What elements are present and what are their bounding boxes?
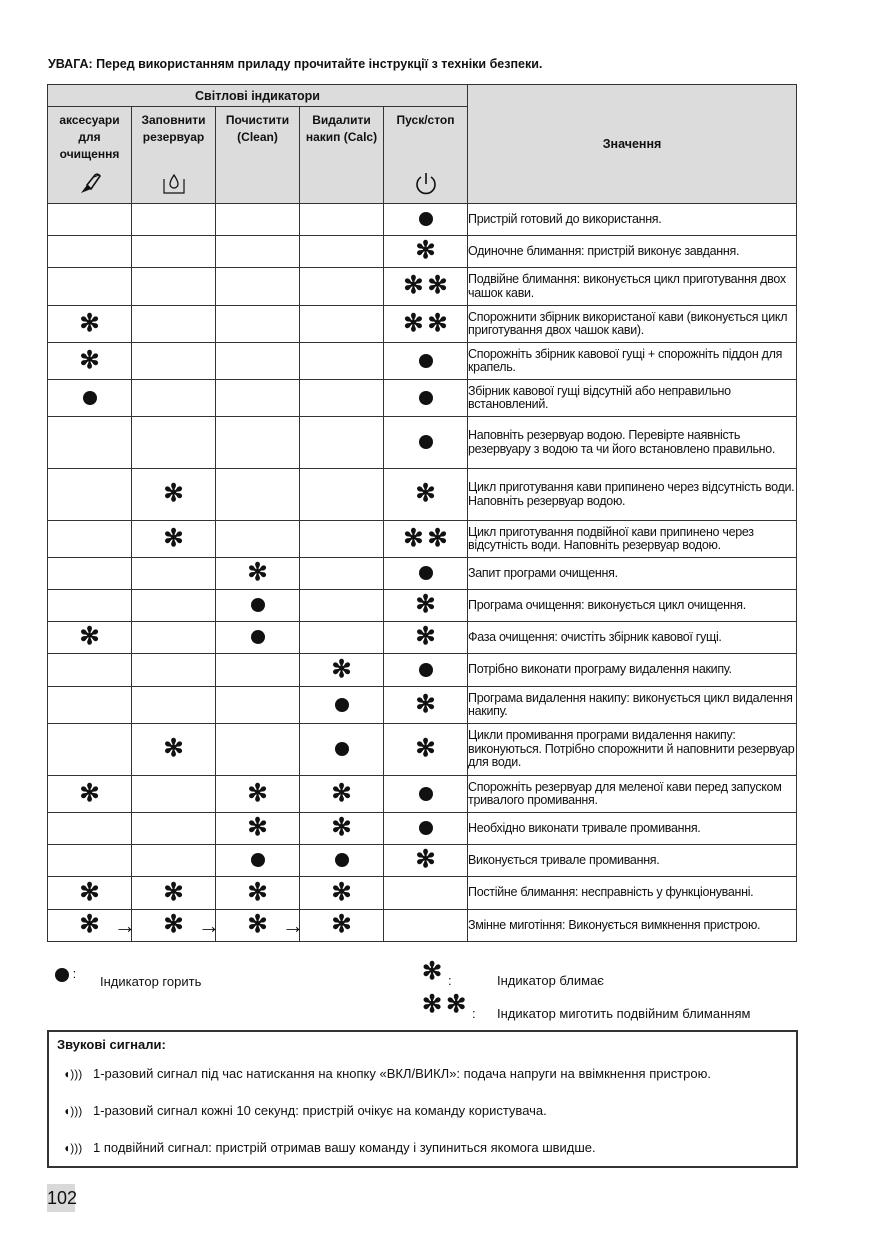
indicator-blink-icon: ✻ bbox=[163, 480, 184, 508]
indicator-cell bbox=[132, 236, 216, 268]
indicator-cell bbox=[132, 813, 216, 845]
indicator-blink-icon: ✻ bbox=[247, 814, 268, 842]
sound-item bbox=[63, 1066, 711, 1081]
indicator-cell bbox=[216, 654, 300, 687]
indicator-on-icon bbox=[251, 598, 265, 612]
indicator-cell bbox=[48, 268, 132, 306]
table-row bbox=[48, 724, 797, 776]
indicator-double-blink-icon: ✻ bbox=[446, 991, 467, 1018]
indicator-cell bbox=[216, 813, 300, 845]
indicator-double-blink-icon: ✻ bbox=[422, 991, 443, 1018]
meaning-text: Спорожнити збірник використаної кави (виконується цикл приготування двох чашок кави). bbox=[468, 306, 797, 343]
meaning-text: Спорожніть резервуар для меленої кави перед запуском тривалого промивання. bbox=[468, 776, 797, 813]
indicator-cell bbox=[132, 558, 216, 590]
indicator-cell bbox=[216, 268, 300, 306]
indicator-cell bbox=[132, 268, 216, 306]
indicator-on-icon bbox=[335, 698, 349, 712]
meaning-text: Цикли промивання програми видалення накипу: виконуються. Потрібно спорожнити й наповнити резервуар для води. bbox=[468, 724, 797, 776]
indicator-blink-icon: ✻ bbox=[163, 524, 184, 552]
indicator-cell bbox=[216, 776, 300, 813]
table-row bbox=[48, 845, 797, 877]
meaning-text: Виконується тривале промивання. bbox=[468, 845, 797, 877]
legend-sep: : bbox=[448, 973, 452, 988]
indicator-cell bbox=[384, 343, 468, 380]
table-row bbox=[48, 813, 797, 845]
indicator-cell bbox=[384, 877, 468, 910]
table-row bbox=[48, 654, 797, 687]
brush-icon bbox=[48, 171, 131, 197]
indicator-cell bbox=[48, 813, 132, 845]
meaning-header: Значення bbox=[468, 85, 797, 204]
indicator-blink-icon: ✻ bbox=[163, 878, 184, 906]
sound-item bbox=[63, 1140, 596, 1155]
indicator-on-icon bbox=[419, 787, 433, 801]
indicator-cell bbox=[48, 654, 132, 687]
indicator-cell bbox=[216, 343, 300, 380]
indicator-double-blink-icon: ✻ ✻ bbox=[403, 524, 448, 552]
table-row bbox=[48, 380, 797, 417]
meaning-text: Цикл приготування кави припинено через відсутність води. Наповніть резервуар водою. bbox=[468, 469, 797, 521]
indicator-cell bbox=[132, 521, 216, 558]
indicator-cell bbox=[300, 776, 384, 813]
indicator-blink-icon: ✻ bbox=[247, 779, 268, 807]
indicator-cell bbox=[132, 622, 216, 654]
column-header bbox=[384, 107, 468, 204]
indicator-cell bbox=[48, 845, 132, 877]
indicator-blink-icon: ✻ bbox=[415, 480, 436, 508]
indicator-cell bbox=[48, 687, 132, 724]
indicator-cell bbox=[48, 724, 132, 776]
arrow-right-icon: → bbox=[198, 912, 220, 938]
column-label: Заповнити резервуар bbox=[141, 113, 206, 144]
meaning-text: Змінне миготіння: Виконується вимкнення пристрою. bbox=[468, 910, 797, 942]
meaning-text: Подвійне блимання: виконується цикл приготування двох чашок кави. bbox=[468, 268, 797, 306]
legend-sep: : bbox=[472, 1006, 476, 1021]
indicator-double-blink-icon: ✻ ✻ bbox=[403, 272, 448, 300]
indicator-double-blink-icon: ✻ ✻ bbox=[403, 309, 448, 337]
indicator-cell bbox=[216, 417, 300, 469]
legend-double bbox=[422, 991, 751, 1021]
table-row bbox=[48, 590, 797, 622]
indicator-cell bbox=[48, 558, 132, 590]
meaning-text: Пристрій готовий до використання. bbox=[468, 204, 797, 236]
indicator-cell bbox=[132, 724, 216, 776]
indicator-blink-icon: ✻ bbox=[79, 623, 100, 651]
indicator-cell bbox=[216, 306, 300, 343]
indicator-cell bbox=[216, 724, 300, 776]
table-row bbox=[48, 776, 797, 813]
column-header bbox=[216, 107, 300, 204]
column-header bbox=[132, 107, 216, 204]
legend-blink-text: Індикатор блимає bbox=[497, 973, 604, 988]
legend-on-text: Індикатор горить bbox=[100, 974, 202, 989]
meaning-text: Програма видалення накипу: виконується цикл видалення накипу. bbox=[468, 687, 797, 724]
indicator-cell bbox=[216, 469, 300, 521]
meaning-text: Необхідно виконати тривале промивання. bbox=[468, 813, 797, 845]
indicator-cell bbox=[300, 469, 384, 521]
meaning-text: Програма очищення: виконується цикл очищення. bbox=[468, 590, 797, 622]
indicator-cell bbox=[282, 910, 384, 942]
indicator-blink-icon: ✻ bbox=[331, 911, 352, 939]
indicator-cell bbox=[132, 469, 216, 521]
indicator-cell bbox=[300, 558, 384, 590]
indicator-cell bbox=[132, 590, 216, 622]
indicator-on-icon bbox=[419, 435, 433, 449]
indicator-cell bbox=[216, 521, 300, 558]
indicator-cell bbox=[48, 306, 132, 343]
indicator-cell bbox=[384, 236, 468, 268]
legend-double-text: Індикатор миготить подвійним блиманням bbox=[497, 1006, 751, 1021]
speaker-icon: ◖))) bbox=[63, 1104, 83, 1118]
indicator-on-icon bbox=[419, 663, 433, 677]
indicator-cell bbox=[384, 687, 468, 724]
indicator-on-icon bbox=[335, 742, 349, 756]
table-row bbox=[48, 268, 797, 306]
arrow-right-icon: → bbox=[282, 912, 304, 938]
indicator-blink-icon: ✻ bbox=[79, 309, 100, 337]
indicator-blink-icon: ✻ bbox=[247, 559, 268, 587]
indicator-on-icon bbox=[419, 566, 433, 580]
legend-blink bbox=[422, 958, 604, 988]
indicator-cell bbox=[300, 236, 384, 268]
legend-on bbox=[55, 966, 202, 989]
indicator-on-icon bbox=[83, 391, 97, 405]
sound-signals-box bbox=[47, 1030, 798, 1168]
indicator-cell bbox=[216, 622, 300, 654]
indicator-cell bbox=[384, 910, 468, 942]
arrow-right-icon: → bbox=[114, 912, 136, 938]
meaning-text: Одиночне блимання: пристрій виконує завдання. bbox=[468, 236, 797, 268]
table-row bbox=[48, 521, 797, 558]
indicator-cell bbox=[300, 622, 384, 654]
speaker-icon: ◖))) bbox=[63, 1067, 83, 1081]
power-icon bbox=[384, 171, 467, 197]
meaning-text: Збірник кавової гущі відсутній або неправильно встановлений. bbox=[468, 380, 797, 417]
indicator-cell bbox=[384, 521, 468, 558]
indicator-blink-icon: ✻ bbox=[79, 911, 100, 939]
column-header bbox=[300, 107, 384, 204]
indicator-blink-icon: ✻ bbox=[331, 814, 352, 842]
indicator-on-icon bbox=[419, 391, 433, 405]
indicator-cell bbox=[384, 622, 468, 654]
indicator-on-icon bbox=[419, 354, 433, 368]
indicator-blink-icon: ✻ bbox=[331, 655, 352, 683]
indicator-on-icon bbox=[251, 853, 265, 867]
indicator-blink-icon: ✻ bbox=[79, 346, 100, 374]
table-row bbox=[48, 204, 797, 236]
indicator-cell bbox=[216, 687, 300, 724]
indicator-cell bbox=[132, 306, 216, 343]
indicator-cell bbox=[132, 687, 216, 724]
indicator-cell bbox=[48, 380, 132, 417]
page-number: 102 bbox=[47, 1184, 75, 1212]
indicator-cell bbox=[132, 877, 216, 910]
table-row bbox=[48, 343, 797, 380]
meaning-text: Фаза очищення: очистіть збірник кавової гущі. bbox=[468, 622, 797, 654]
indicator-on-icon bbox=[55, 968, 69, 982]
table-row bbox=[48, 417, 797, 469]
indicator-blink-icon: ✻ bbox=[163, 911, 184, 939]
indicator-cell bbox=[48, 343, 132, 380]
indicator-blink-icon: ✻ bbox=[422, 958, 443, 985]
indicator-blink-icon: ✻ bbox=[415, 591, 436, 619]
indicator-cell bbox=[216, 204, 300, 236]
indicator-on-icon bbox=[251, 630, 265, 644]
meaning-text: Потрібно виконати програму видалення накипу. bbox=[468, 654, 797, 687]
indicator-cell bbox=[300, 306, 384, 343]
indicator-cell bbox=[300, 380, 384, 417]
indicator-cell bbox=[300, 687, 384, 724]
indicator-cell bbox=[300, 204, 384, 236]
table-row bbox=[48, 877, 797, 910]
indicator-cell bbox=[384, 204, 468, 236]
safety-warning: УВАГА: Перед використанням приладу прочитайте інструкції з техніки безпеки. bbox=[48, 57, 543, 71]
indicator-cell bbox=[384, 776, 468, 813]
indicator-cell bbox=[48, 877, 132, 910]
indicator-cell bbox=[384, 558, 468, 590]
indicator-cell bbox=[300, 877, 384, 910]
indicator-cell bbox=[300, 813, 384, 845]
indicator-cell bbox=[132, 654, 216, 687]
table-row bbox=[48, 910, 797, 942]
indicators-group-header: Світлові індикатори bbox=[48, 85, 468, 107]
indicator-cell bbox=[216, 877, 300, 910]
indicator-cell bbox=[132, 204, 216, 236]
meaning-text: Спорожніть збірник кавової гущі + спорожніть піддон для крапель. bbox=[468, 343, 797, 380]
speaker-icon: ◖))) bbox=[63, 1141, 83, 1155]
indicator-cell bbox=[384, 590, 468, 622]
indicator-cell bbox=[384, 813, 468, 845]
indicator-cell bbox=[384, 380, 468, 417]
indicator-cell bbox=[48, 236, 132, 268]
indicator-cell bbox=[300, 417, 384, 469]
indicator-cell bbox=[132, 343, 216, 380]
table-row bbox=[48, 469, 797, 521]
indicator-on-icon bbox=[419, 212, 433, 226]
indicator-cell bbox=[300, 590, 384, 622]
indicator-blink-icon: ✻ bbox=[247, 878, 268, 906]
column-label: аксесуари для очищення bbox=[59, 113, 120, 161]
meaning-text: Запит програми очищення. bbox=[468, 558, 797, 590]
indicator-blink-icon: ✻ bbox=[415, 735, 436, 763]
indicator-cell bbox=[48, 469, 132, 521]
column-label: Видалити накип (Calc) bbox=[305, 113, 378, 144]
indicator-cell bbox=[48, 590, 132, 622]
column-label: Почистити (Clean) bbox=[225, 113, 290, 144]
table-row bbox=[48, 306, 797, 343]
indicator-cell bbox=[48, 776, 132, 813]
water-drop-icon bbox=[132, 171, 215, 197]
indicator-blink-icon: ✻ bbox=[415, 623, 436, 651]
indicator-cell bbox=[132, 845, 216, 877]
indicator-cell bbox=[216, 590, 300, 622]
sound-signals-title: Звукові сигнали: bbox=[57, 1037, 166, 1052]
indicator-blink-icon: ✻ bbox=[331, 779, 352, 807]
meaning-text: Наповніть резервуар водою. Перевірте наявність резервуару з водою та чи його встановлено правильно. bbox=[468, 417, 797, 469]
indicator-cell bbox=[216, 236, 300, 268]
indicator-blink-icon: ✻ bbox=[331, 878, 352, 906]
table-row bbox=[48, 558, 797, 590]
indicator-cell bbox=[300, 521, 384, 558]
table-row bbox=[48, 622, 797, 654]
indicator-cell bbox=[48, 417, 132, 469]
indicator-cell bbox=[300, 845, 384, 877]
indicator-cell bbox=[132, 380, 216, 417]
indicator-cell bbox=[384, 469, 468, 521]
indicator-on-icon bbox=[335, 853, 349, 867]
indicator-blink-icon: ✻ bbox=[247, 911, 268, 939]
indicator-cell bbox=[384, 845, 468, 877]
indicator-cell bbox=[216, 380, 300, 417]
indicator-table bbox=[47, 84, 797, 942]
indicator-cell bbox=[384, 417, 468, 469]
indicator-cell bbox=[216, 845, 300, 877]
indicator-cell bbox=[300, 724, 384, 776]
sound-item bbox=[63, 1103, 547, 1118]
indicator-blink-icon: ✻ bbox=[79, 878, 100, 906]
indicator-blink-icon: ✻ bbox=[415, 690, 436, 718]
indicator-blink-icon: ✻ bbox=[415, 237, 436, 265]
indicator-cell bbox=[384, 268, 468, 306]
indicator-cell bbox=[48, 204, 132, 236]
table-row bbox=[48, 687, 797, 724]
indicator-blink-icon: ✻ bbox=[415, 846, 436, 874]
indicator-cell bbox=[132, 417, 216, 469]
indicator-blink-icon: ✻ bbox=[79, 779, 100, 807]
column-header bbox=[48, 107, 132, 204]
indicator-cell bbox=[48, 521, 132, 558]
sound-item-text: 1-разовий сигнал кожні 10 секунд: пристрій очікує на команду користувача. bbox=[93, 1103, 547, 1118]
sound-item-text: 1 подвійний сигнал: пристрій отримав вашу команду і зупиниться якомога швидше. bbox=[93, 1140, 596, 1155]
meaning-text: Цикл приготування подвійної кави припинено через відсутність води. Наповніть резервуар водою. bbox=[468, 521, 797, 558]
indicator-cell bbox=[132, 776, 216, 813]
indicator-cell bbox=[216, 558, 300, 590]
meaning-text: Постійне блимання: несправність у функціонуванні. bbox=[468, 877, 797, 910]
indicator-cell bbox=[384, 306, 468, 343]
indicator-cell bbox=[384, 724, 468, 776]
indicator-cell bbox=[300, 268, 384, 306]
indicator-cell bbox=[300, 654, 384, 687]
indicator-on-icon bbox=[419, 821, 433, 835]
column-label: Пуск/стоп bbox=[396, 113, 455, 127]
table-row bbox=[48, 236, 797, 268]
indicator-cell bbox=[300, 343, 384, 380]
indicator-cell bbox=[384, 654, 468, 687]
legend-sep: : bbox=[72, 966, 77, 981]
indicator-blink-icon: ✻ bbox=[163, 735, 184, 763]
indicator-cell bbox=[48, 622, 132, 654]
sound-item-text: 1-разовий сигнал під час натискання на кнопку «ВКЛ/ВИКЛ»: подача напруги на ввімкнення пристрою. bbox=[93, 1066, 712, 1081]
